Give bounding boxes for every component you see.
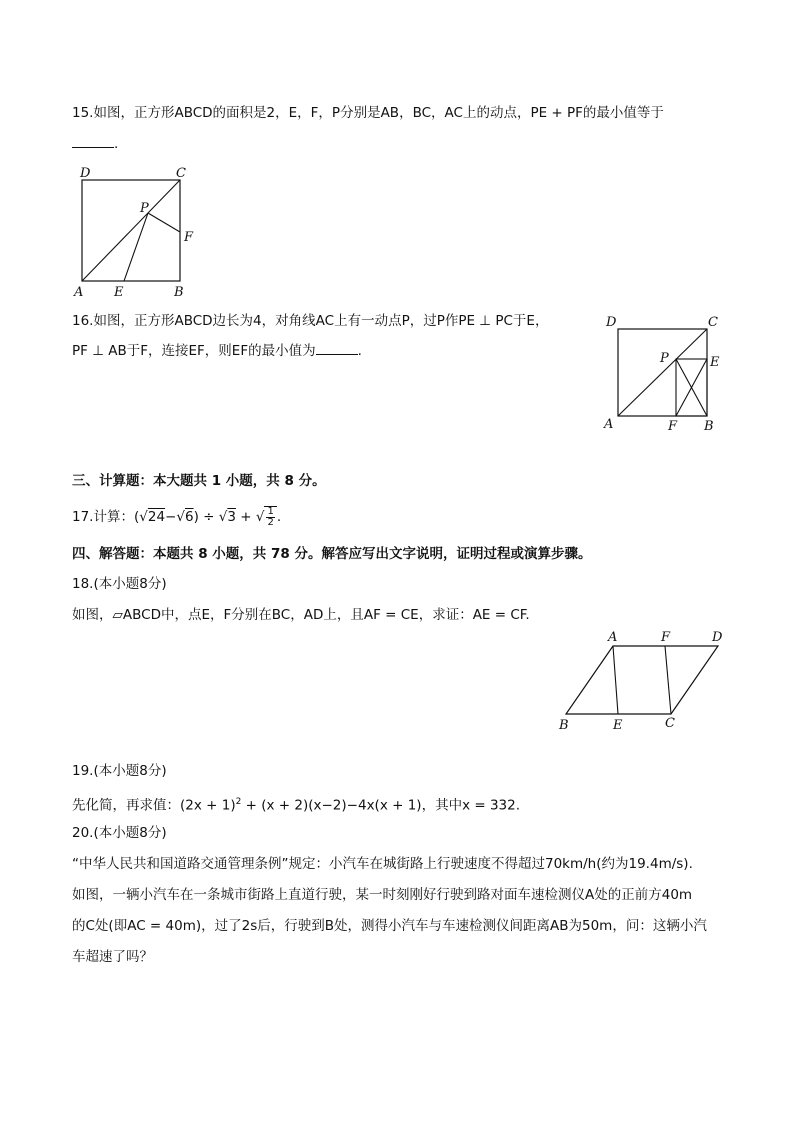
- label-a: A: [608, 630, 618, 645]
- q16-line1: 16.如图，正方形ABCD边长为4，对角线AC上有一动点P，过P作PE ⊥ PC于E，: [72, 313, 549, 329]
- label-e: E: [114, 285, 124, 300]
- q15-figure: [70, 162, 210, 302]
- q19-header: 19.(本小题8分): [72, 763, 167, 779]
- q15-answer-line: .: [72, 134, 118, 154]
- label-b: B: [704, 419, 714, 434]
- diagonal-ac: [618, 329, 707, 416]
- q18-text: 如图，▱ABCD中，点E，F分别在BC，AD上，且AF = CE，求证：AE = CF.: [72, 607, 530, 623]
- q18-header: 18.(本小题8分): [72, 576, 167, 592]
- label-f: F: [661, 630, 671, 645]
- label-e: E: [613, 718, 623, 733]
- label-a: A: [604, 417, 614, 432]
- label-d: D: [80, 166, 91, 181]
- q16-figure: [600, 312, 730, 434]
- q20-line3: 的C处(即AC = 40m)，过了2s后，行驶到B处，测得小汽车与车速检测仪间距离AB为50m，问：这辆小汽: [72, 918, 707, 934]
- q16-line2: PF ⊥ AB于F，连接EF，则EF的最小值为 .: [72, 343, 362, 359]
- section-3-heading: 三、计算题：本大题共 1 小题，共 8 分。: [72, 473, 326, 489]
- q20-header: 20.(本小题8分): [72, 825, 167, 841]
- label-e: E: [710, 355, 720, 370]
- label-b: B: [174, 285, 184, 300]
- label-a: A: [74, 285, 84, 300]
- label-c: C: [176, 166, 186, 181]
- label-c: C: [665, 716, 675, 731]
- segment-cf: [665, 646, 671, 714]
- section-4-heading: 四、解答题：本题共 8 小题，共 78 分。解答应写出文字说明，证明过程或演算步骤。: [72, 546, 592, 562]
- label-f: F: [184, 230, 194, 245]
- q20-line4: 车超速了吗？: [72, 949, 153, 965]
- answer-blank[interactable]: [316, 342, 358, 355]
- segment-pf: [148, 213, 180, 232]
- q15-text: 15.如图，正方形ABCD的面积是2，E，F，P分别是AB，BC，AC上的动点，PE + PF的最小值等于: [72, 105, 664, 121]
- answer-blank[interactable]: [72, 135, 114, 148]
- label-c: C: [708, 315, 718, 330]
- q20-line1: “中华人民共和国道路交通管理条例”规定：小汽车在城街路上行驶速度不得超过70km/h(约为19.4m/s).: [72, 856, 693, 872]
- q20-line2: 如图，一辆小汽车在一条城市街路上直道行驶，某一时刻刚好行驶到路对面车速检测仪A处的正前方40m: [72, 887, 693, 903]
- q17-text: 17.计算：(√24−√6) ÷ √3 + √ 1 2 .: [72, 506, 282, 528]
- label-p: P: [660, 351, 669, 366]
- label-b: B: [559, 718, 569, 733]
- label-d: D: [606, 315, 617, 330]
- sqrt-half: √ 1 2: [256, 506, 277, 528]
- label-d: D: [712, 630, 723, 645]
- q18-figure: [555, 627, 735, 735]
- segment-pe: [124, 213, 148, 281]
- segment-ae: [613, 646, 618, 714]
- label-f: F: [668, 419, 678, 434]
- sqrt-6: √6: [176, 509, 194, 525]
- sqrt-24: √24: [139, 509, 166, 525]
- diagonal-ac: [82, 180, 180, 281]
- q19-text: 先化简，再求值：$(2x + 1)^2 + (x + 2)(x-2)-4x(x + 1)$，其中x = 332.: [72, 797, 521, 814]
- parallelogram-abcd: [566, 646, 718, 714]
- label-p: P: [140, 201, 149, 216]
- sqrt-3: √3: [218, 509, 236, 525]
